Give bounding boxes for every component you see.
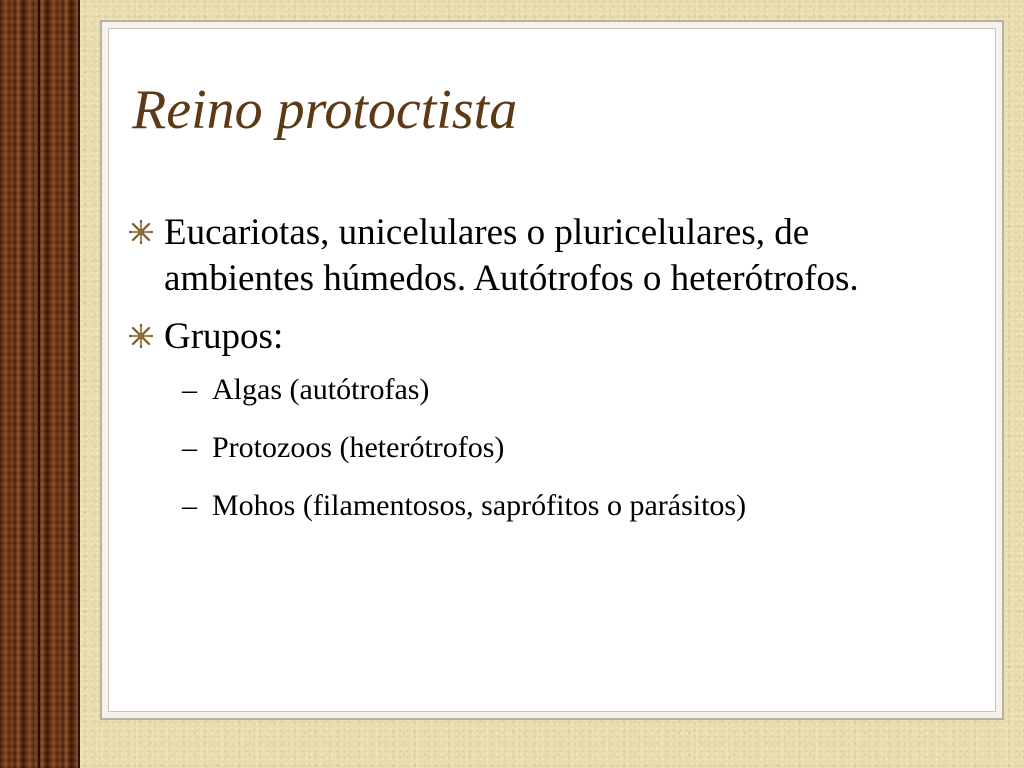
sub-bullet-list	[182, 372, 988, 546]
sub-bullet-item	[182, 430, 988, 488]
starburst-bullet-icon	[128, 314, 164, 358]
wood-border-strip	[0, 0, 80, 768]
dash-marker: –	[182, 489, 197, 522]
wood-seam	[38, 0, 40, 768]
bullet-item	[128, 314, 988, 360]
sub-bullet-text: Mohos (filamentosos, saprófitos o parásitos)	[212, 489, 747, 522]
slide-body	[128, 210, 988, 546]
slide-title: Reino protoctista	[132, 79, 518, 141]
bullet-text: Grupos:	[164, 316, 284, 357]
dash-marker: –	[182, 373, 197, 406]
sub-bullet-item	[182, 488, 988, 546]
sub-bullet-text: Protozoos (heterótrofos)	[212, 431, 505, 464]
bullet-text: Eucariotas, unicelulares o pluricelulares, de ambientes húmedos. Autótrofos o heterótrofos.	[164, 212, 859, 299]
sub-bullet-text: Algas (autótrofas)	[212, 373, 430, 406]
bullet-item	[128, 210, 988, 302]
sub-bullet-item	[182, 372, 988, 430]
starburst-bullet-icon	[128, 210, 164, 254]
dash-marker: –	[182, 431, 197, 464]
